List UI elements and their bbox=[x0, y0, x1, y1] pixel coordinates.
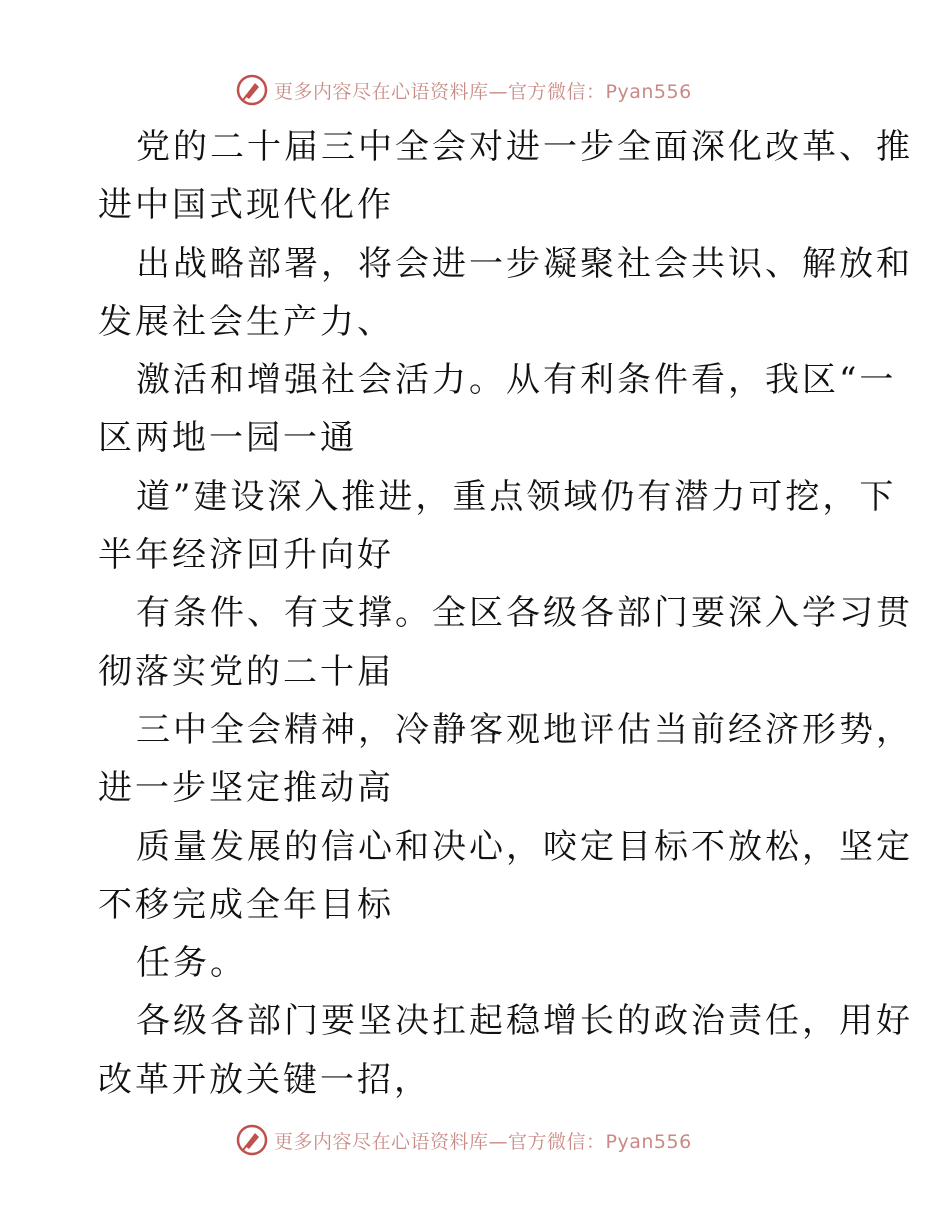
text-line: 党的二十届三中全会对进一步全面深化改革、推 bbox=[136, 127, 913, 167]
text-line: 不移完成全年目标 bbox=[98, 884, 394, 925]
text-line: 改革开放关键一招， bbox=[98, 1059, 431, 1100]
watermark-text: 更多内容尽在心语资料库—官方微信：Pyan556 bbox=[274, 80, 692, 103]
text-line: 半年经济回升向好 bbox=[98, 535, 394, 576]
text-line: 激活和增强社会活力。从有利条件看，我区“一 bbox=[136, 360, 897, 401]
pen-nib-logo-icon bbox=[236, 1124, 268, 1156]
text-line: 进中国式现代化作 bbox=[98, 185, 394, 226]
text-line: 进一步坚定推动高 bbox=[98, 768, 394, 809]
text-line: 道”建设深入推进，重点领域仍有潜力可挖，下 bbox=[136, 476, 897, 517]
watermark-text: 更多内容尽在心语资料库—官方微信：Pyan556 bbox=[274, 1130, 692, 1153]
text-line: 区两地一园一通 bbox=[98, 418, 357, 459]
text-line: 任务。 bbox=[136, 943, 247, 984]
text-line: 三中全会精神，冷静客观地评估当前经济形势， bbox=[136, 709, 913, 750]
text-line: 有条件、有支撑。全区各级各部门要深入学习贯 bbox=[136, 593, 913, 634]
text-line: 出战略部署，将会进一步凝聚社会共识、解放和 bbox=[136, 243, 913, 284]
text-line: 发展社会生产力、 bbox=[98, 301, 394, 342]
text-line: 各级各部门要坚决扛起稳增长的政治责任，用好 bbox=[136, 1001, 913, 1042]
text-line: 质量发展的信心和决心，咬定目标不放松，坚定 bbox=[136, 826, 913, 867]
text-line: 彻落实党的二十届 bbox=[98, 651, 394, 692]
pen-nib-logo-icon bbox=[236, 74, 268, 106]
document-body bbox=[98, 118, 913, 1109]
watermark-banner-bottom bbox=[236, 1122, 692, 1158]
watermark-banner-top bbox=[236, 72, 692, 108]
